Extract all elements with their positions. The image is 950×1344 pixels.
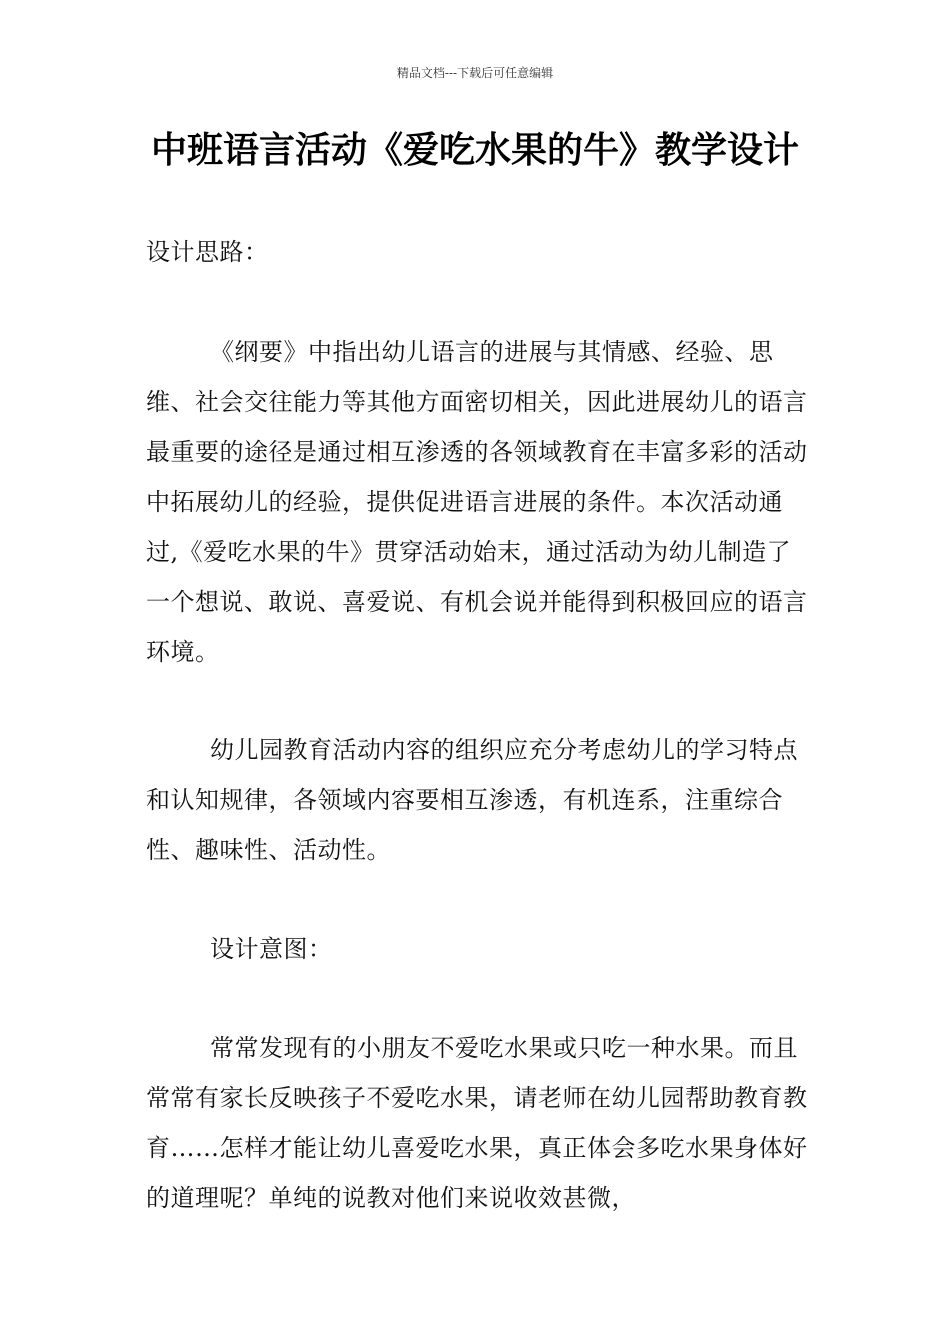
page-header: 精品文档---下载后可任意编辑 <box>396 66 554 80</box>
section-label-design-intent: 设计意图： <box>210 935 333 963</box>
paragraph-observation: 常常发现有的小朋友不爱吃水果或只吃一种水果。而且常常有家长反映孩子不爱吃水果，请老师在幼儿园帮助教育教育……怎样才能让幼儿喜爱吃水果，真正体会多吃水果身体好的道理呢？单纯的说教对他们来说收效甚微， <box>146 1034 808 1212</box>
paragraph-content-organization: 幼儿园教育活动内容的组织应充分考虑幼儿的学习特点和认知规律，各领域内容要相互渗透，有机连系，注重综合性、趣味性、活动性。 <box>146 736 798 864</box>
document-title: 中班语言活动《爱吃水果的牛》教学设计 <box>150 130 799 171</box>
section-label-design-idea: 设计思路： <box>146 238 269 266</box>
paragraph-guidelines: 《纲要》中指出幼儿语言的进展与其情感、经验、思维、社会交往能力等其他方面密切相关，因此进展幼儿的语言最重要的途径是通过相互渗透的各领域教育在丰富多彩的活动中拓展幼儿的经验，提供促进语言进展的条件。本次活动通过,《爱吃水果的牛》贯穿活动始末，通过活动为幼儿制造了一个想说、敢说、喜爱说、有机会说并能得到积极回应的语言环境。 <box>146 338 808 666</box>
